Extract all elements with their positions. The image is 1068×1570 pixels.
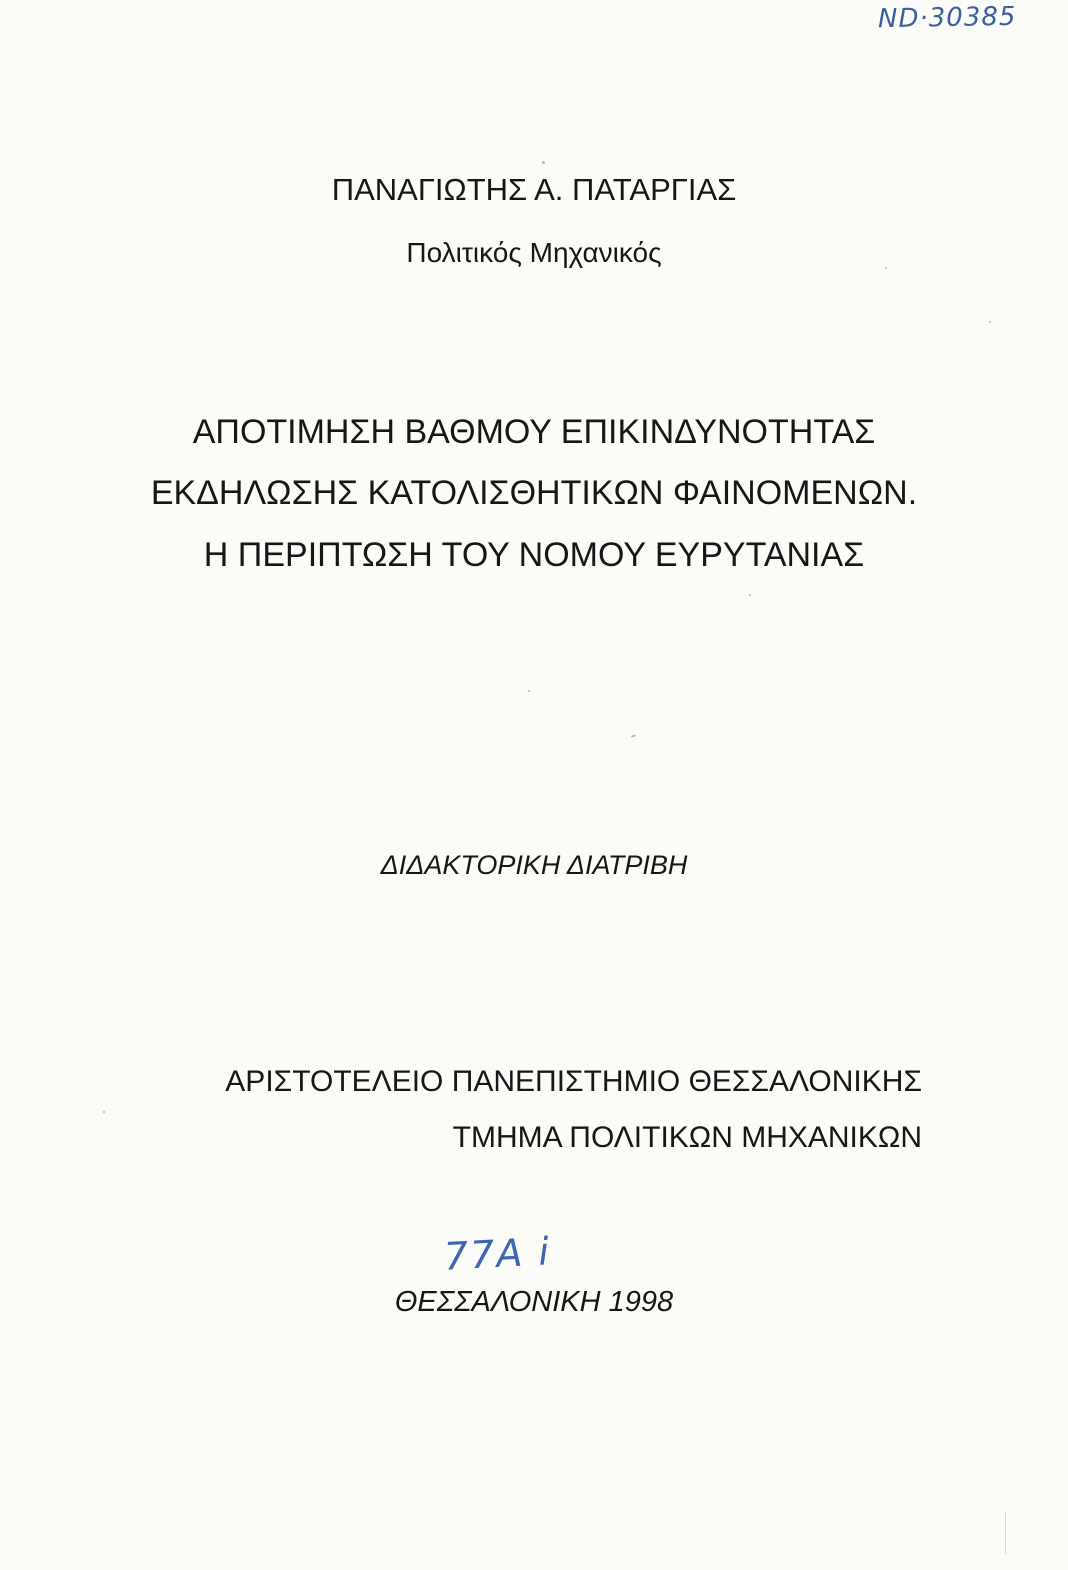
handwritten-shelf-note: 77A i <box>442 1229 553 1279</box>
scan-speck <box>885 267 887 269</box>
author-name: ΠΑΝΑΓΙΩΤΗΣ Α. ΠΑΤΑΡΓΙΑΣ <box>331 172 737 207</box>
thesis-title-line-1: ΑΠΟΤΙΜΗΣΗ ΒΑΘΜΟΥ ΕΠΙΚΙΝΔΥΝΟΤΗΤΑΣ <box>192 413 876 451</box>
place-and-year: ΘΕΣΣΑΛΟΝΙΚΗ 1998 <box>394 1286 674 1318</box>
handwritten-catalog-note: ND·30385 <box>877 1 1017 35</box>
thesis-title-line-2: ΕΚΔΗΛΩΣΗΣ ΚΑΤΟΛΙΣΘΗΤΙΚΩΝ ΦΑΙΝΟΜΕΝΩΝ. <box>150 474 918 512</box>
scan-speck <box>749 594 751 596</box>
scan-edge-line <box>1005 1512 1006 1554</box>
thesis-title-line-3: Η ΠΕΡΙΠΤΩΣΗ ΤΟΥ ΝΟΜΟΥ ΕΥΡΥΤΑΝΙΑΣ <box>203 536 865 574</box>
department-name: ΤΜΗΜΑ ΠΟΛΙΤΙΚΩΝ ΜΗΧΑΝΙΚΩΝ <box>452 1121 922 1154</box>
scan-speck <box>989 321 991 323</box>
scan-speck <box>631 734 636 738</box>
university-name: ΑΡΙΣΤΟΤΕΛΕΙΟ ΠΑΝΕΠΙΣΤΗΜΙΟ ΘΕΣΣΑΛΟΝΙΚΗΣ <box>225 1065 922 1098</box>
author-profession: Πολιτικός Μηχανικός <box>406 237 662 268</box>
scan-speck <box>103 1111 105 1113</box>
scan-speck <box>528 690 530 692</box>
thesis-type: ΔΙΔΑΚΤΟΡΙΚΗ ΔΙΑΤΡΙΒΗ <box>380 850 688 880</box>
scan-speck <box>542 161 545 164</box>
